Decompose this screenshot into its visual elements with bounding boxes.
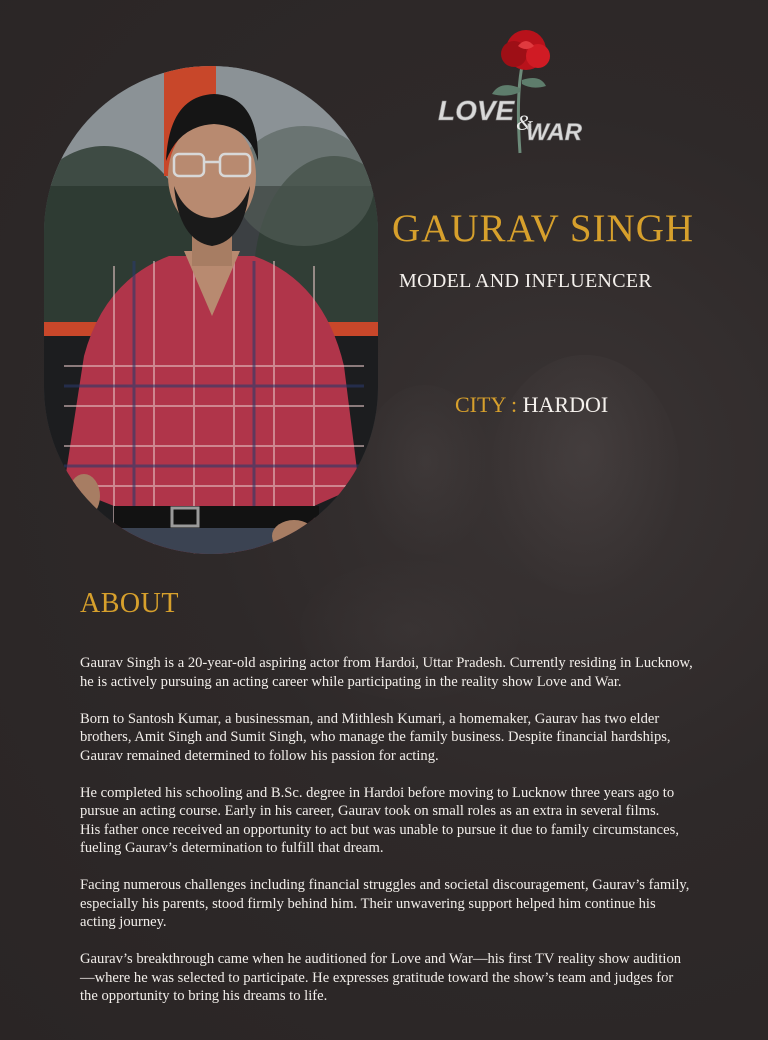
rose-icon [501, 30, 550, 70]
profile-city [455, 392, 608, 418]
love-and-war-logo [434, 28, 604, 158]
about-paragraph: He completed his schooling and B.Sc. degree in Hardoi before moving to Lucknow three years ago to pursue an acting course. Early in his career, Gaurav took on small roles as an extra in several films. His father once received an opportunity to act but was unable to pursue it due to family circumstances, fueling Gaurav’s determination to fulfill that dream. [80, 784, 679, 856]
city-separator: : [505, 392, 523, 417]
logo-war-text: WAR [526, 119, 582, 146]
about-section [80, 654, 730, 1024]
about-paragraph: Born to Santosh Kumar, a businessman, and Mithlesh Kumari, a homemaker, Gaurav has two elder brothers, Amit Singh and Sumit Singh, who manage the family business. Despite financial hardships, Gaurav remained determined to follow his passion for acting. [80, 710, 671, 764]
about-paragraph: Gaurav’s breakthrough came when he auditioned for Love and War—his first TV reality show audition —where he was selected to participate. He expresses gratitude toward the show’s team and judges for the opportunity to bring his dreams to life. [80, 951, 682, 1004]
city-value: HARDOI [522, 392, 609, 417]
city-label: CITY [455, 392, 506, 417]
background-skull [490, 355, 680, 595]
profile-name: GAURAV SINGH [392, 207, 695, 250]
logo-ampersand: & [516, 110, 534, 135]
profile-photo [44, 66, 378, 554]
about-paragraph: Facing numerous challenges including financial struggles and societal discouragement, Gaurav’s family, especially his parents, stood firmly behind him. Their unwavering support helped him continue his acting journey. [80, 877, 690, 930]
logo-love-text: LOVE [438, 95, 515, 126]
profile-role: MODEL AND INFLUENCER [399, 270, 653, 292]
about-heading: ABOUT [80, 588, 179, 619]
about-paragraph: Gaurav Singh is a 20-year-old aspiring actor from Hardoi, Uttar Pradesh. Currently residing in Lucknow, he is actively pursuing an acting career while participating in the reality show Love and War. [80, 655, 693, 690]
